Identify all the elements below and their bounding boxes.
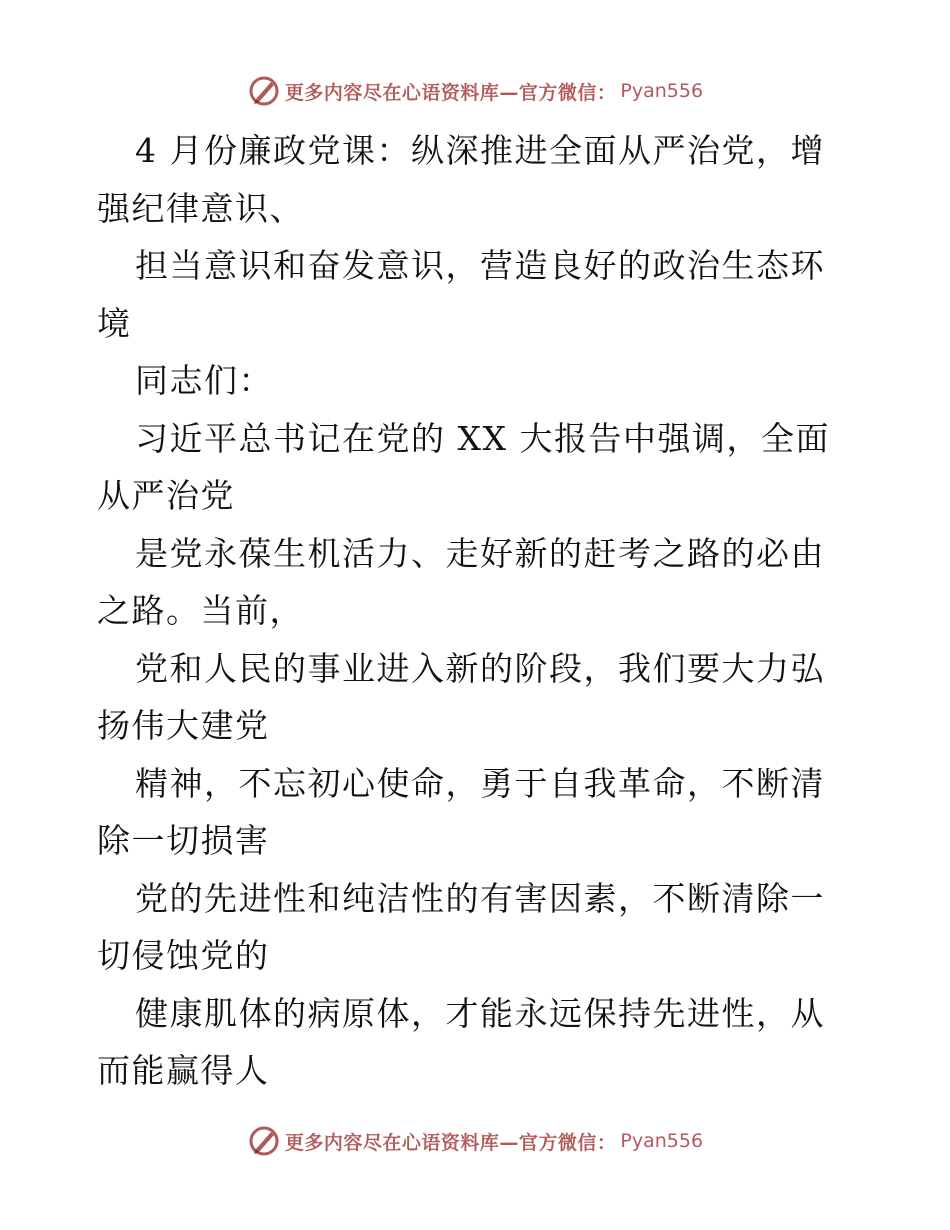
paragraph: 党的先进性和纯洁性的有害因素，不断清除一切侵蚀党的 bbox=[97, 878, 825, 975]
paragraph: 党和人民的事业进入新的阶段，我们要大力弘扬伟大建党 bbox=[97, 648, 825, 745]
paragraph: 同志们： bbox=[135, 361, 273, 400]
footer-wechat-id: Pyan556 bbox=[620, 1130, 704, 1152]
paragraph: 精神，不忘初心使命，勇于自我革命，不断清除一切损害 bbox=[97, 763, 825, 860]
pen-logo-icon bbox=[247, 1124, 281, 1158]
paragraph: 健康肌体的病原体，才能永远保持先进性，从而能赢得人 bbox=[97, 993, 825, 1090]
header-banner-text: 更多内容尽在心语资料库—官方微信： bbox=[284, 81, 617, 104]
header-banner bbox=[0, 71, 950, 111]
footer-banner bbox=[0, 1121, 950, 1161]
document-body bbox=[97, 122, 857, 1100]
footer-banner-text: 更多内容尽在心语资料库—官方微信： bbox=[284, 1131, 617, 1154]
paragraph: 担当意识和奋发意识，营造良好的政治生态环境 bbox=[97, 246, 825, 343]
paragraph: 是党永葆生机活力、走好新的赶考之路的必由之路。当前， bbox=[97, 533, 825, 630]
pen-logo-icon bbox=[247, 74, 281, 108]
paragraph: 习近平总书记在党的 XX 大报告中强调，全面从严治党 bbox=[97, 418, 830, 515]
paragraph: 4 月份廉政党课：纵深推进全面从严治党，增强纪律意识、 bbox=[97, 131, 825, 228]
header-wechat-id: Pyan556 bbox=[620, 80, 704, 102]
